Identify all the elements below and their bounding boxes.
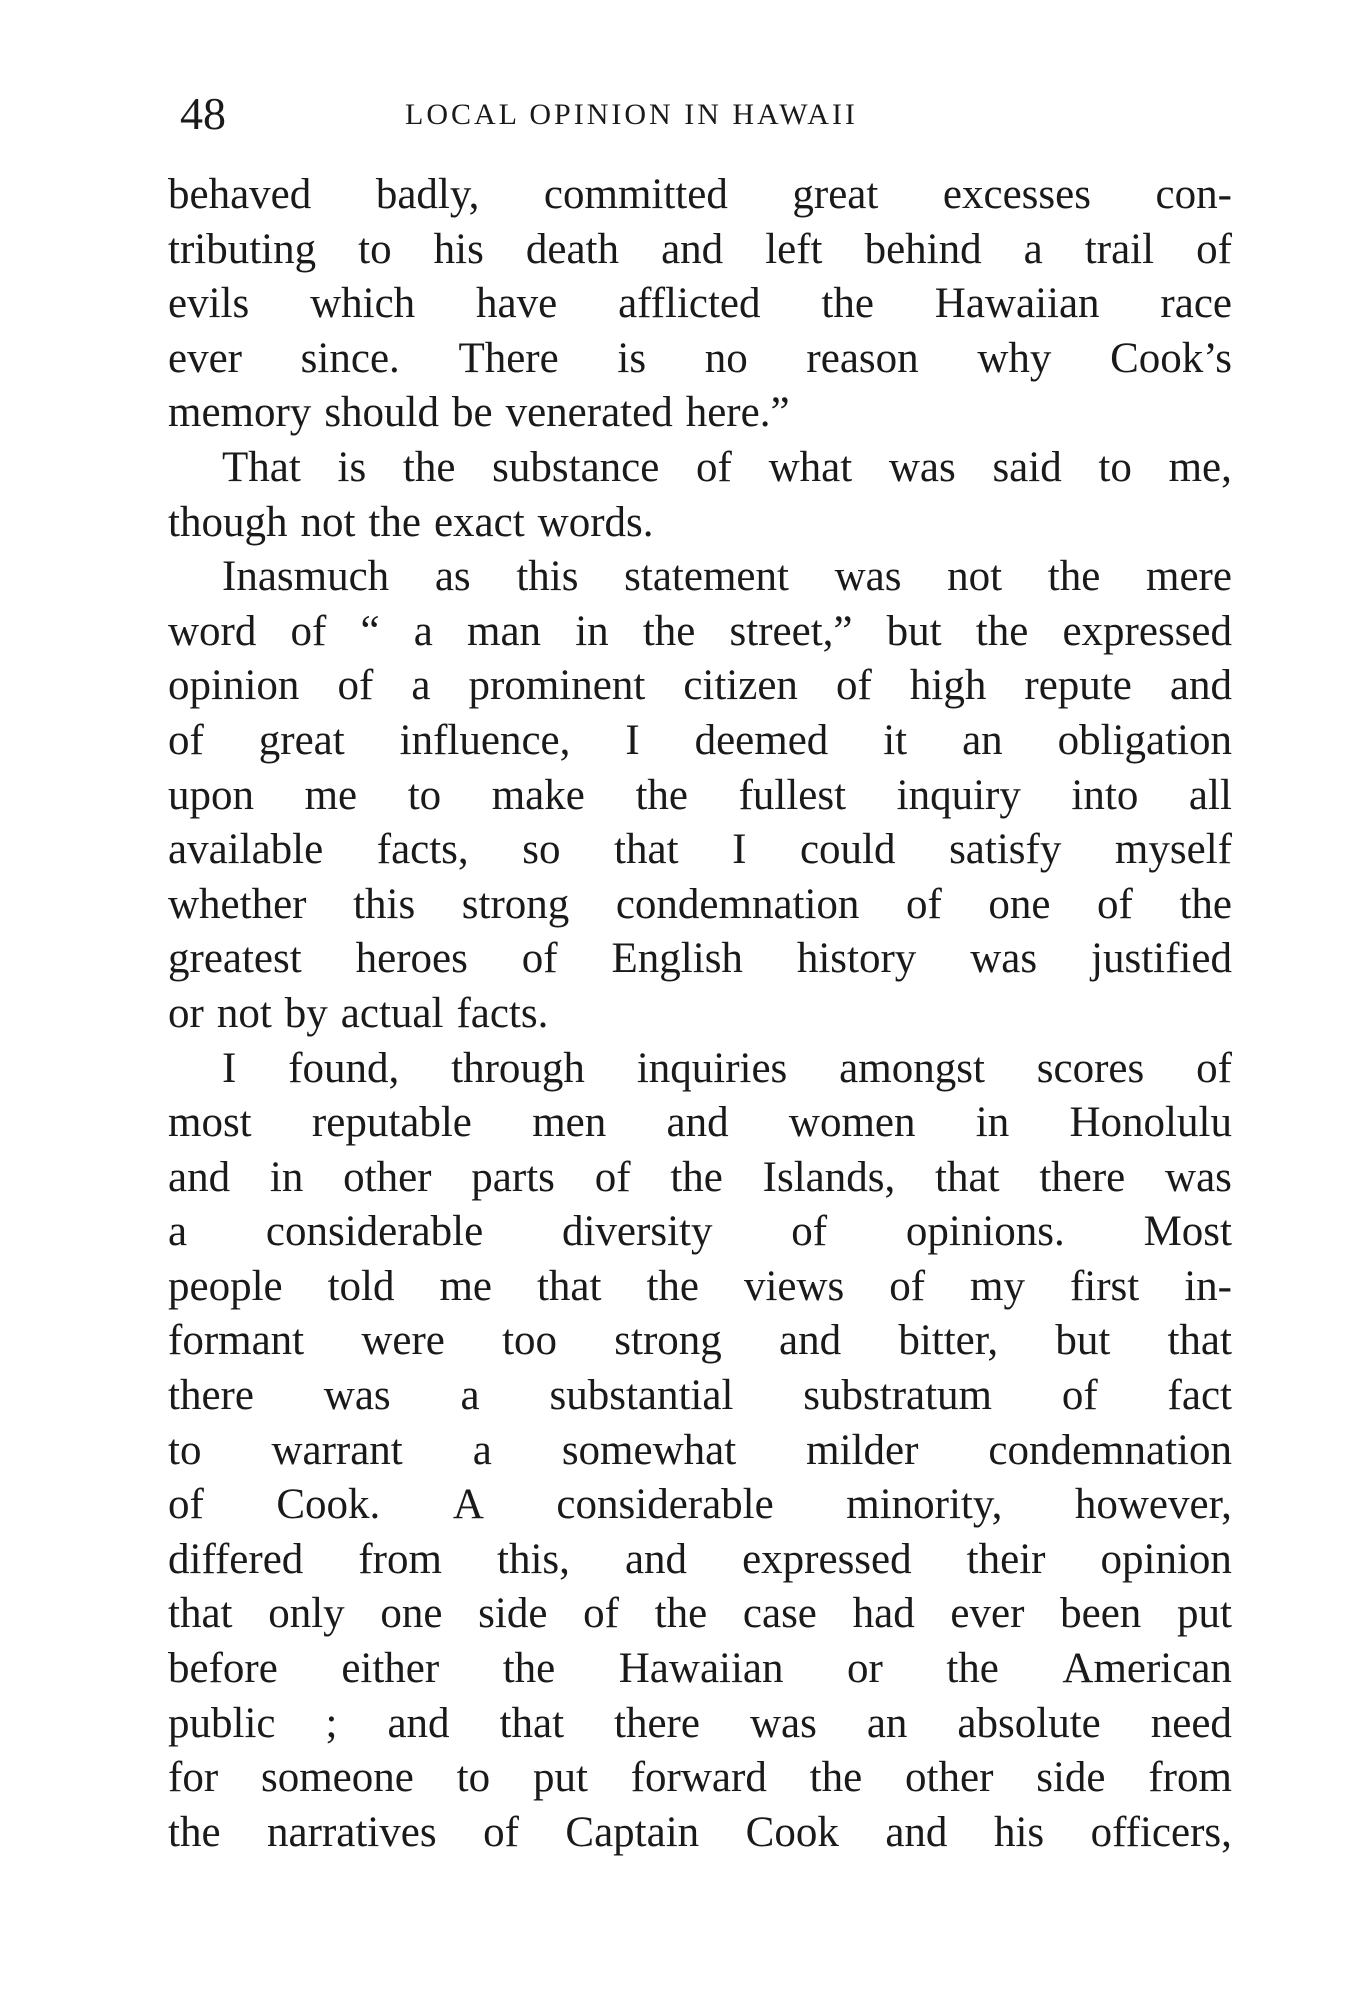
text-line: a considerable diversity of opinions. Most <box>168 1208 1232 1256</box>
text-line: available facts, so that I could satisfy myself <box>168 826 1232 874</box>
text-line: tributing to his death and left behind a trail of <box>168 225 1232 273</box>
text-line: that only one side of the case had ever been put <box>168 1590 1232 1638</box>
text-line: most reputable men and women in Honolulu <box>168 1099 1232 1147</box>
text-line: the narratives of Captain Cook and his officers, <box>168 1808 1232 1856</box>
running-head: LOCAL OPINION IN HAWAII <box>405 98 858 131</box>
text-line: or not by actual facts. <box>168 989 549 1037</box>
text-line: memory should be venerated here.” <box>168 389 790 437</box>
text-line: opinion of a prominent citizen of high repute and <box>168 662 1232 710</box>
page-header <box>180 84 1230 144</box>
text-line: for someone to put forward the other side from <box>168 1754 1232 1802</box>
text-line: of Cook. A considerable minority, however, <box>168 1481 1232 1529</box>
text-line: before either the Hawaiian or the American <box>168 1645 1232 1693</box>
text-line: of great influence, I deemed it an obligation <box>168 716 1232 764</box>
text-line: whether this strong condemnation of one of the <box>168 880 1232 928</box>
text-line: evils which have afflicted the Hawaiian race <box>168 280 1232 328</box>
text-line: though not the exact words. <box>168 498 654 546</box>
text-line: That is the substance of what was said to me, <box>222 443 1232 491</box>
text-line: public ; and that there was an absolute need <box>168 1699 1232 1747</box>
text-line: differed from this, and expressed their opinion <box>168 1535 1232 1583</box>
text-line: word of “ a man in the street,” but the expressed <box>168 607 1232 655</box>
text-line: to warrant a somewhat milder condemnation <box>168 1426 1232 1474</box>
page-number: 48 <box>180 88 226 139</box>
body-text <box>168 168 1232 1860</box>
text-line: Inasmuch as this statement was not the mere <box>222 553 1232 601</box>
text-line: I found, through inquiries amongst scores of <box>222 1044 1232 1092</box>
text-line: there was a substantial substratum of fact <box>168 1372 1232 1420</box>
text-line: formant were too strong and bitter, but that <box>168 1317 1232 1365</box>
text-line: people told me that the views of my first in- <box>168 1262 1232 1310</box>
text-line: and in other parts of the Islands, that there was <box>168 1153 1232 1201</box>
text-line: behaved badly, committed great excesses con- <box>168 171 1232 218</box>
text-line: ever since. There is no reason why Cook’s <box>168 334 1232 382</box>
text-line: upon me to make the fullest inquiry into all <box>168 771 1232 819</box>
text-line: greatest heroes of English history was justified <box>168 935 1232 983</box>
